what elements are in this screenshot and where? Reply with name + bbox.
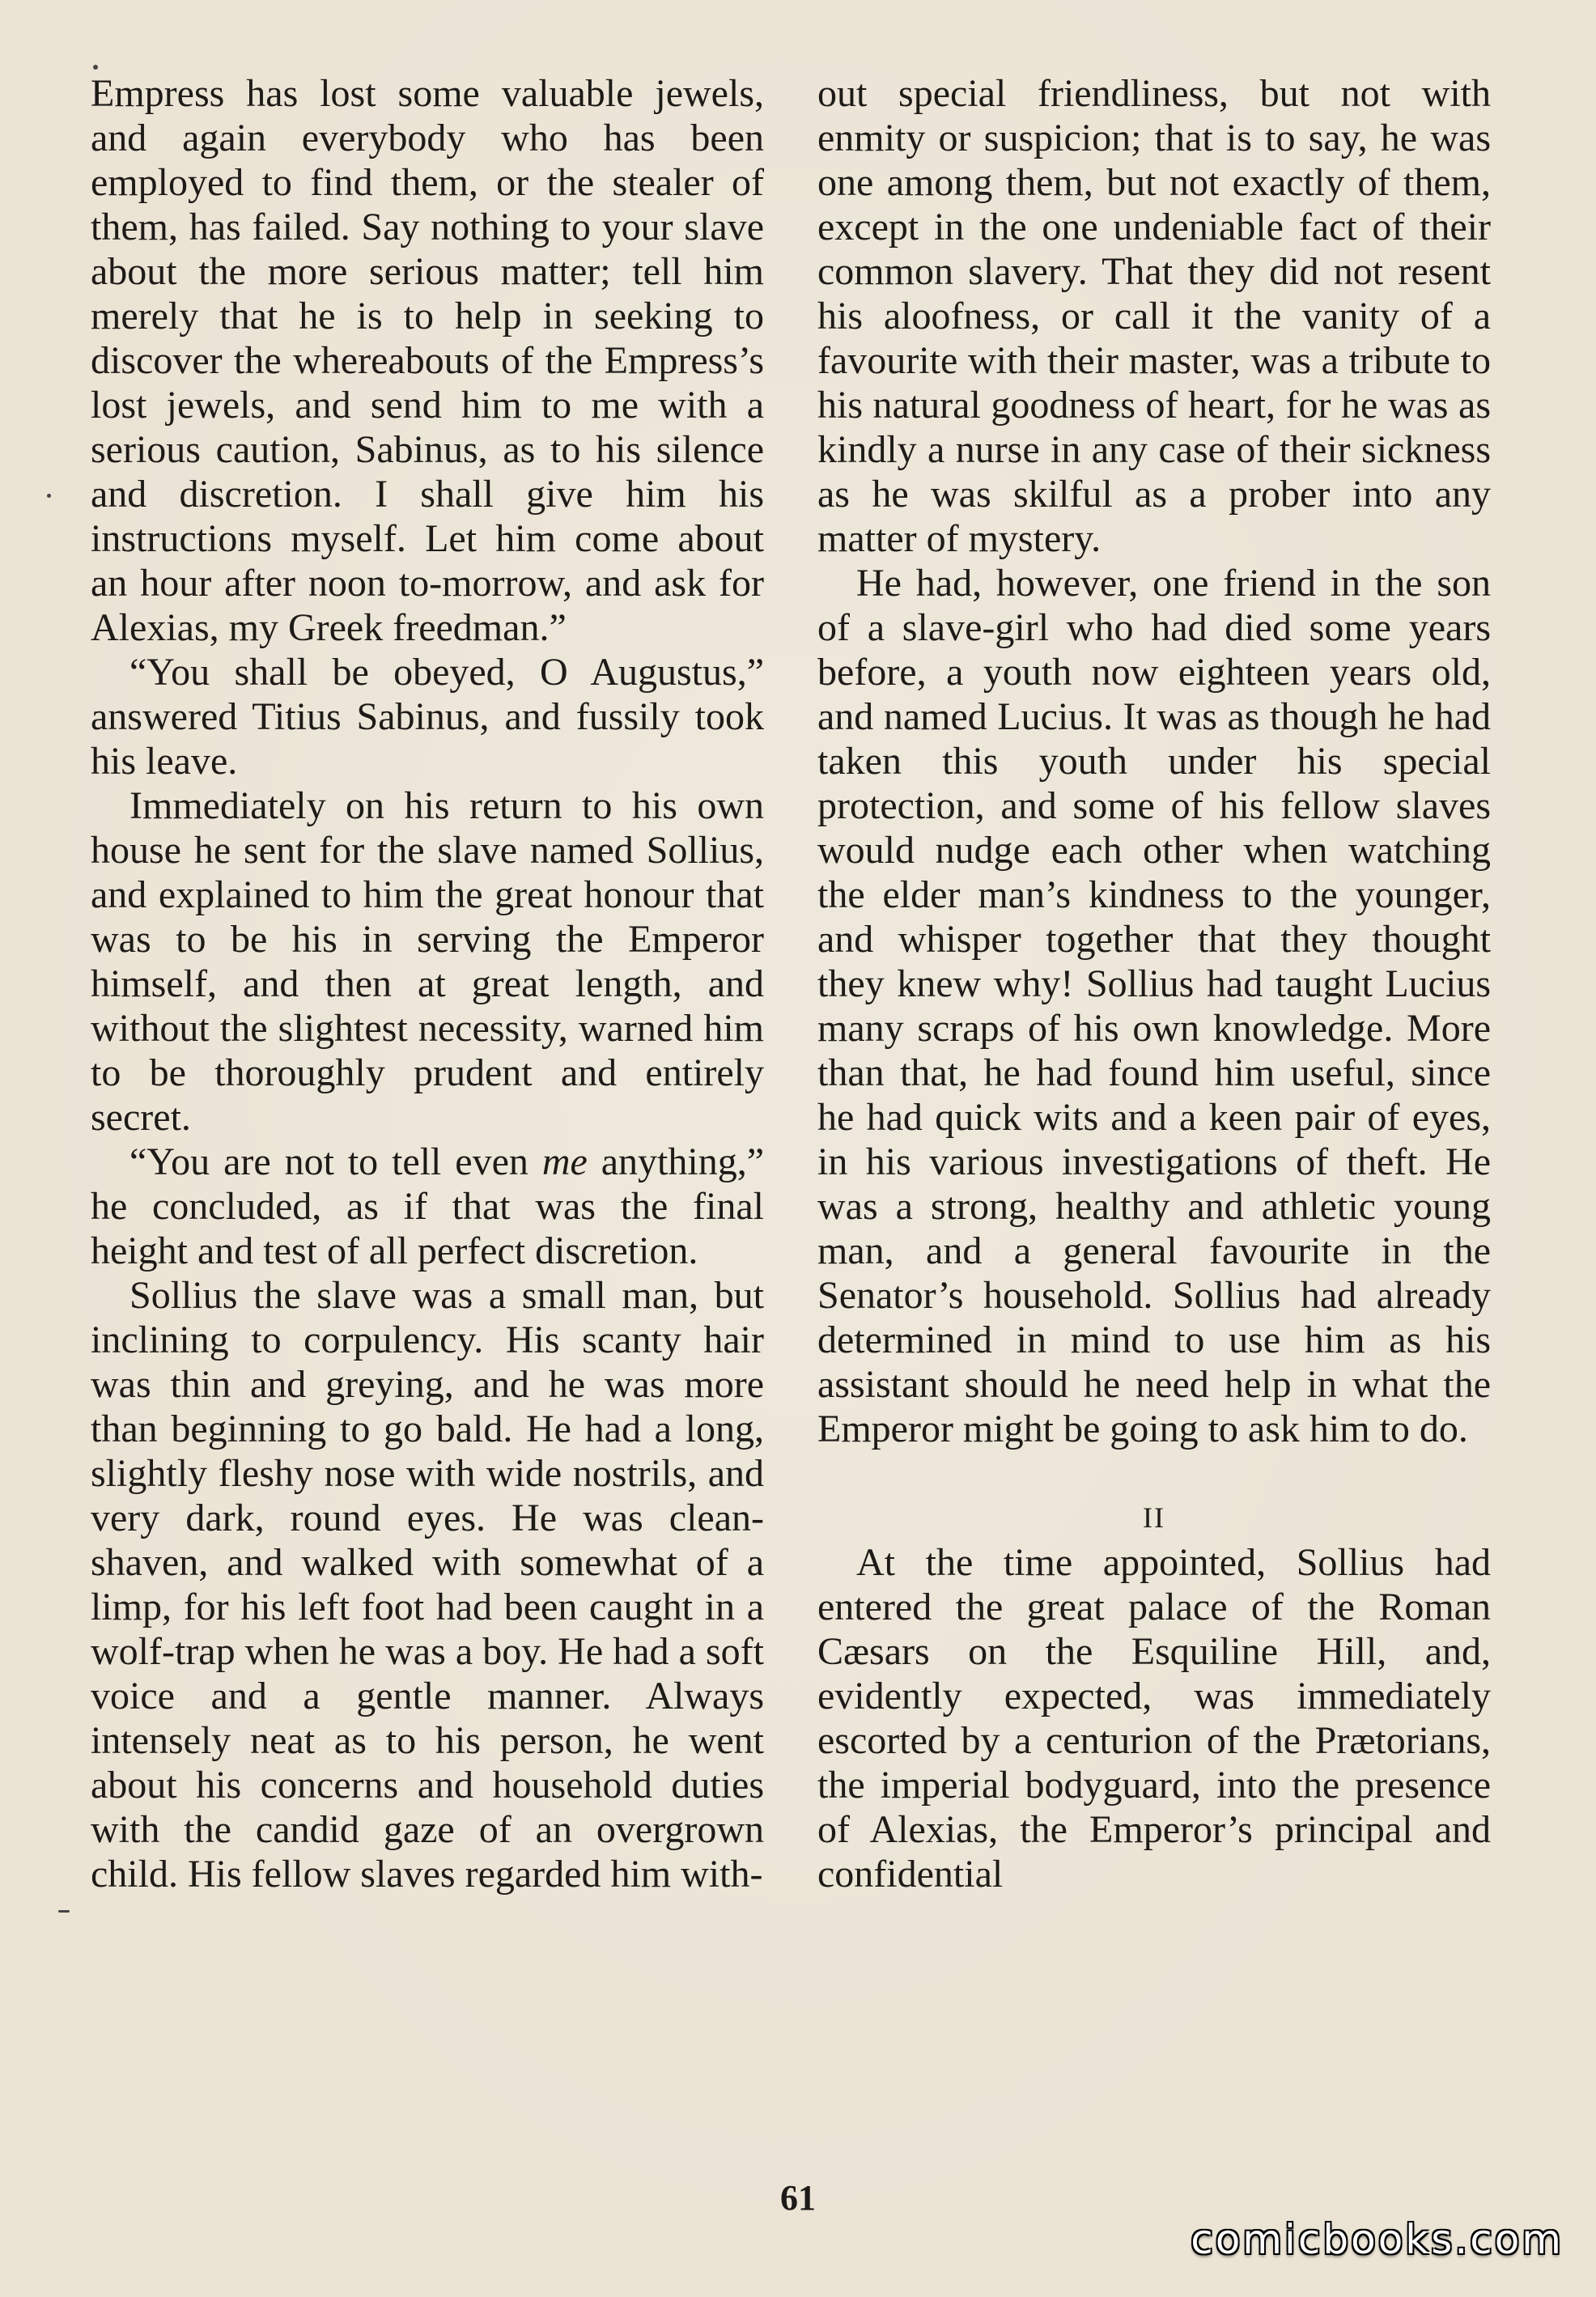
ink-speck <box>47 494 51 498</box>
emphasized-word: me <box>541 1140 588 1183</box>
paragraph: He had, however, one friend in the son of a slave-girl who had died some years before, a youth now eighteen years old, and named Lucius. It was as though he had taken this youth under his special protection, and some of his fellow slaves would nudge each other when watching the elder man’s kindness to the younger, and whisper together that they thought they knew why! Sollius had taught Lucius many scraps of his own knowledge. More than that, he had found him useful, since he had quick wits and a keen pair of eyes, in his various investigations of theft. He was a strong, healthy and athletic young man, and a general favourite in the Senator’s household. Sollius had already determined in mind to use him as his assistant should he need help in what the Emperor might be going to ask him to do. <box>817 562 1491 1450</box>
section-heading: II <box>1143 1501 1165 1534</box>
ink-speck <box>58 1910 70 1913</box>
page-number: 61 <box>780 2178 816 2218</box>
paragraph: “You shall be obeyed, O Augustus,” answered Titius Sabinus, and fussily took his leave. <box>91 651 764 783</box>
ink-speck <box>93 65 98 70</box>
paragraph-text: anything,” he concluded, as if that was the final height and test of all perfect discretion. <box>91 1140 764 1272</box>
paragraph: Sollius the slave was a small man, but inclining to corpulency. His scanty hair was thin and greying, and he was more than beginning to go bald. He had a long, slightly fleshy nose with wide nostrils, and very dark, round eyes. He was clean-shaven, and walked with somewhat of a limp, for his left foot had been caught in a wolf-trap when he was a boy. He had a soft voice and a gentle manner. Always intensely neat as to his person, he went about his concerns and household duties with the candid gaze of an overgrown child. His fellow slaves regarded him with- <box>91 1274 764 1896</box>
paragraph: Immediately on his return to his own house he sent for the slave named Sollius, and explained to him the great honour that was to be his in serving the Emperor himself, and then at great length, and without the slightest necessity, warned him to be thoroughly prudent and entirely secret. <box>91 784 764 1139</box>
right-text-column <box>817 71 1491 2176</box>
paragraph: At the time appointed, Sollius had entered the great palace of the Roman Cæsars on the Esquiline Hill, and, evidently expected, was immediately escorted by a centurion of the Prætorians, the imperial bodyguard, into the presence of Alexias, the Emperor’s principal and confidential <box>817 1541 1491 1896</box>
left-text-column <box>91 71 764 2176</box>
paragraph: out special friendliness, but not with enmity or suspicion; that is to say, he was one among them, but not exactly of them, except in the one undeniable fact of their common slavery. That they did not resent his aloofness, or call it the vanity of a favourite with their master, was a tribute to his natural goodness of heart, for he was as kindly a nurse in any case of their sickness as he was skilful as a prober into any matter of mystery. <box>817 72 1491 560</box>
watermark: comicbooks.com <box>1191 2216 1564 2263</box>
paragraph <box>91 1140 764 1273</box>
paragraph: Empress has lost some valuable jewels, and again everybody who has been employed to find them, or the stealer of them, has failed. Say nothing to your slave about the more serious matter; tell him merely that he is to help in seeking to discover the whereabouts of the Empress’s lost jewels, and send him to me with a serious caution, Sabinus, as to his silence and discretion. I shall give him his instructions myself. Let him come about an hour after noon to-morrow, and ask for Alexias, my Greek freedman.” <box>91 72 764 649</box>
paragraph-text: “You are not to tell even <box>129 1140 542 1183</box>
